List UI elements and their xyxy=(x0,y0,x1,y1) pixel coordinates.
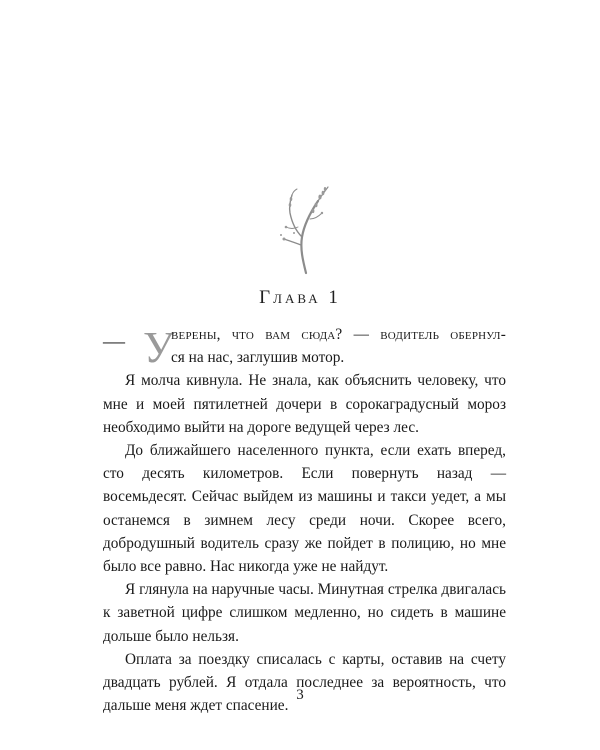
opening-line-continuation: ся на нас, заглушив мотор. xyxy=(171,349,345,367)
chapter-title: Глава 1 xyxy=(259,287,341,308)
paragraph: До ближайшего населенного пункта, если ехать вперед, сто десять километров. Если повернуть назад — восемьдесят. Сейчас выйдем из машины и такси уедет, а мы останемся в зимнем лесу среди ночи. Скорее всего, добродушный водитель сразу же пойдет в полицию, но мне было все равно. Нас никогда уже не найдут. xyxy=(103,442,506,576)
drop-cap: У xyxy=(143,323,175,372)
chapter-body xyxy=(103,323,506,717)
paragraph: Я глянула на наручные часы. Минутная стрелка двигалась к заветной цифре слишком медленно, но сидеть в машине дольше было нельзя. xyxy=(103,581,506,645)
dialogue-dash: — xyxy=(103,328,125,353)
plant-sprig-ornament xyxy=(270,183,334,275)
paragraph: Оплата за поездку списалась с карты, оставив на счету двадцать рублей. Я отдала последнее за вероятность, что дальше меня ждет спасение. xyxy=(103,650,506,715)
paragraph: Я молча кивнула. Не знала, как объяснить человеку, что мне и моей пятилетней дочери в сорокаградусный мороз необходимо выйти на дороге ведущей через лес. xyxy=(103,372,506,436)
opening-line-text: верены, что вам сюда? — водитель обернул- xyxy=(171,326,506,343)
page-number: 3 xyxy=(296,687,304,703)
